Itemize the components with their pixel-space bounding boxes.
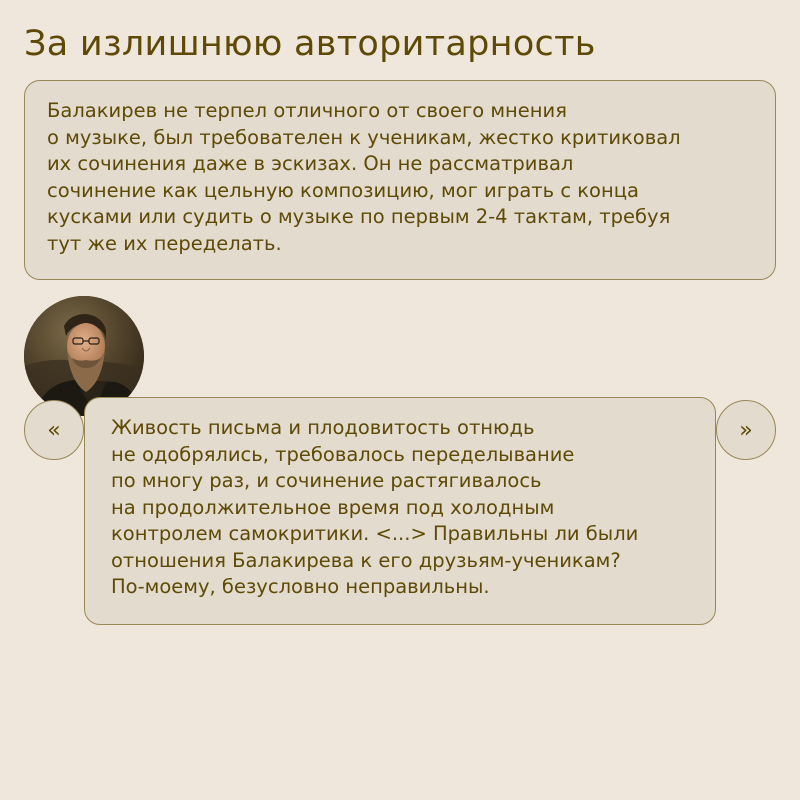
quote-line: не одобрялись, требовалось переделывание [111,442,575,466]
quote-line: По-моему, безусловно неправильны. [111,575,490,598]
quote-text [111,415,705,601]
quote-card [84,397,716,625]
quote-line: Живость письма и плодовитость отнюдь [111,416,535,439]
quote-line: по многу раз, и сочинение растягивалось [111,469,542,492]
description-line: о музыке, был требователен к ученикам, жестко критиковал [47,125,681,149]
next-icon: » [739,417,753,443]
description-card [24,80,776,280]
quote-line: отношения Балакирева к его друзьям-ученикам? [111,548,621,572]
page-title: За излишнюю авторитарность [24,24,596,64]
description-line: сочинение как цельную композицию, мог играть с конца [47,178,639,202]
description-text [47,98,755,257]
previous-icon: « [47,417,61,443]
next-button[interactable] [716,400,776,460]
description-line: Балакирев не терпел отличного от своего мнения [47,99,567,122]
description-line: тут же их переделать. [47,231,282,255]
description-line: их сочинения даже в эскизах. Он не рассматривал [47,152,574,175]
previous-button[interactable] [24,400,84,460]
quote-line: на продолжительное время под холодным [111,495,555,519]
quote-line: контролем самокритики. <...> Правильны ли были [111,522,639,545]
description-line: кусками или судить о музыке по первым 2-4 тактам, требуя [47,205,671,228]
